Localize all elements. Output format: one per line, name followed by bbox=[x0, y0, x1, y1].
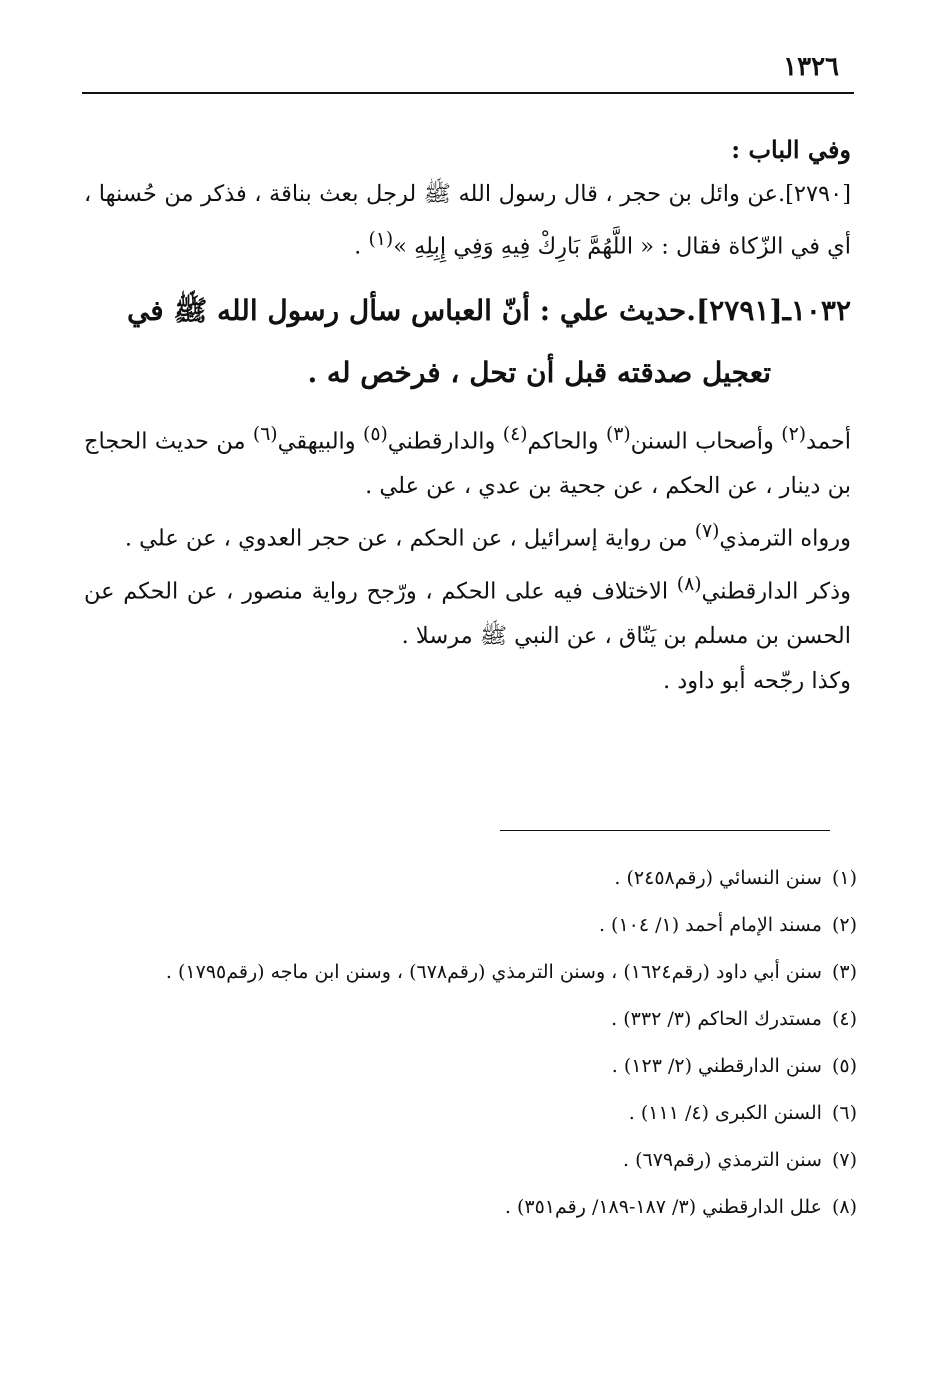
text-run: الاختلاف فيه على الحكم ، ورّجح رواية منصور ، عن الحكم عن الحسن بن مسلم بن يَنّاق ، عن النبي ﷺ مرسلا . bbox=[84, 578, 851, 649]
hadith-number: ١٠٣٢ـ bbox=[782, 293, 851, 327]
footnote-ref-1[interactable]: (١) bbox=[368, 229, 394, 250]
footnote-ref-7[interactable]: (٧) bbox=[694, 521, 720, 542]
footnote-number: (١) bbox=[831, 867, 857, 889]
footnote-ref-6[interactable]: (٦) bbox=[252, 423, 278, 445]
text-run: والحاكم bbox=[527, 428, 606, 454]
hadith-ref: [٢٧٩١] bbox=[695, 293, 783, 327]
footnote-number: (٦) bbox=[831, 1102, 857, 1124]
footnote-number: (٣) bbox=[831, 961, 857, 983]
text-run: وذكر الدارقطني bbox=[701, 578, 851, 604]
paragraph-4: وكذا رجّحه أبو داود . bbox=[662, 668, 851, 694]
footnote-4 bbox=[60, 996, 857, 1043]
footnote-text: سنن الدارقطني (٢/ ١٢٣) . bbox=[611, 1055, 822, 1077]
footnote-text: علل الدارقطني (٣/ ١٨٧-١٨٩/ رقم٣٥١) . bbox=[504, 1196, 822, 1218]
footnote-2 bbox=[60, 902, 857, 949]
header-rule bbox=[82, 92, 854, 94]
paragraph-2 bbox=[84, 509, 851, 562]
footnote-number: (٥) bbox=[831, 1055, 857, 1077]
bab-text: [٢٧٩٠].عن وائل بن حجر ، قال رسول الله ﷺ لرجل بعث بناقة ، فذكر من حُسنها ، أي في الزّكاة فقال : « اللَّهُمَّ بَارِكْ فِيهِ وَفِي إِبِلِهِ » bbox=[84, 181, 851, 260]
text-run: ورواه الترمذي bbox=[719, 525, 851, 552]
paragraph-3 bbox=[84, 562, 851, 660]
footnote-ref-5[interactable]: (٥) bbox=[363, 423, 388, 445]
text-run: أحمد bbox=[806, 428, 851, 454]
footnote-number: (٢) bbox=[831, 914, 857, 936]
footnote-3 bbox=[60, 949, 857, 996]
footnote-8 bbox=[60, 1184, 857, 1231]
section-label: وفي الباب : bbox=[731, 135, 851, 164]
footnote-text: مستدرك الحاكم (٣/ ٣٣٢) . bbox=[611, 1008, 822, 1030]
footnote-text: سنن الترمذي (رقم٦٧٩) . bbox=[622, 1149, 822, 1171]
hadith-title: .حديث علي : أنّ العباس سأل رسول الله ﷺ في bbox=[126, 293, 696, 327]
footnote-text: مسند الإمام أحمد (١/ ١٠٤) . bbox=[598, 914, 822, 936]
footnote-number: (٨) bbox=[831, 1196, 857, 1218]
text-run: والبيهقي bbox=[277, 428, 364, 454]
footnote-ref-3[interactable]: (٣) bbox=[605, 423, 631, 445]
footnote-text: السنن الكبرى (٤/ ١١١) . bbox=[628, 1102, 822, 1124]
footnote-ref-4[interactable]: (٤) bbox=[502, 423, 528, 445]
footnote-number: (٧) bbox=[831, 1149, 857, 1171]
footnote-text: سنن أبي داود (رقم١٦٢٤) ، وسنن الترمذي (رقم٦٧٨) ، وسنن ابن ماجه (رقم١٧٩٥) . bbox=[165, 961, 822, 983]
bab-end: . bbox=[354, 233, 369, 260]
hadith-heading bbox=[84, 280, 851, 404]
paragraph-1 bbox=[84, 412, 851, 510]
footnotes-list bbox=[60, 855, 857, 1231]
page-number: ١٣٢٦ bbox=[783, 52, 839, 82]
footnote-7 bbox=[60, 1137, 857, 1184]
text-run: من حديث الحجاج بن دينار ، عن الحكم ، عن جحية بن عدي ، عن علي . bbox=[84, 428, 851, 499]
footnote-ref-2[interactable]: (٢) bbox=[781, 423, 807, 445]
footnote-1 bbox=[60, 855, 857, 902]
main-text bbox=[84, 128, 851, 704]
text-run: وأصحاب السنن bbox=[630, 428, 782, 454]
footnote-ref-8[interactable]: (٨) bbox=[676, 573, 702, 595]
footnote-separator bbox=[500, 830, 830, 831]
footnote-text: سنن النسائي (رقم٢٤٥٨) . bbox=[614, 867, 822, 889]
text-run: من رواية إسرائيل ، عن الحكم ، عن حجر العدوي ، عن علي . bbox=[124, 525, 695, 552]
hadith-title-line2: تعجيل صدقته قبل أن تحل ، فرخص له . bbox=[307, 355, 771, 389]
footnote-6 bbox=[60, 1090, 857, 1137]
text-run: والدارقطني bbox=[387, 428, 503, 454]
footnote-number: (٤) bbox=[831, 1008, 857, 1030]
bab-paragraph bbox=[84, 172, 851, 270]
footnote-5 bbox=[60, 1043, 857, 1090]
